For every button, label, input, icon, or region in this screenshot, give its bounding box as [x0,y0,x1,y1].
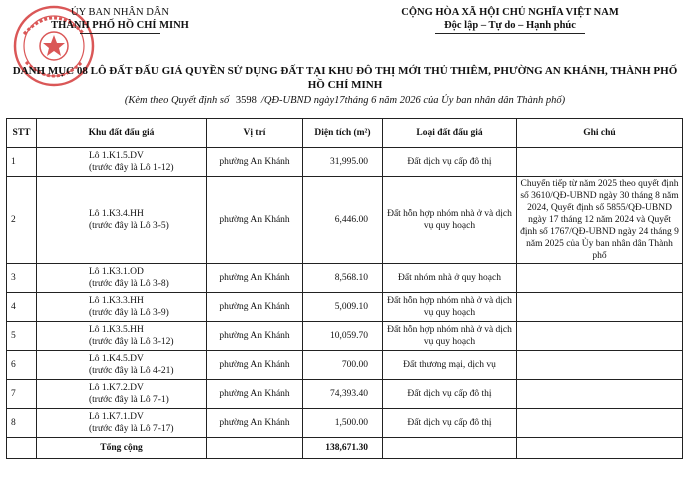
cell-loaidat: Đất dịch vụ cấp đô thị [383,409,517,438]
cell-vitri: phường An Khánh [207,148,303,177]
cell-dientich: 6,446.00 [303,177,383,264]
document-subtitle [10,94,680,107]
total-empty [7,438,37,459]
cell-dientich: 31,995.00 [303,148,383,177]
cell-dientich: 10,059.70 [303,322,383,351]
cell-dientich: 700.00 [303,351,383,380]
lot-code: Lô 1.K3.4.HH [89,209,144,219]
cell-stt: 4 [7,293,37,322]
lot-former: (trước đây là Lô 3-5) [89,221,169,231]
lot-code: Lô 1.K7.2.DV [89,383,144,393]
lot-former: (trước đây là Lô 7-1) [89,395,169,405]
table-row [7,148,683,177]
national-underline [435,33,585,34]
cell-ghichu-note: Chuyển tiếp từ năm 2025 theo quyết định số 3610/QĐ-UBND ngày 30 tháng 8 năm 2024, Quyết định số 5855/QĐ-UBND ngày 17 tháng 12 năm 2024 và Quyết định số 1767/QĐ-UBND ngày 24 tháng 9 năm 2025 của Ủy ban nhân dân Thành phố [517,177,683,264]
cell-ghichu [517,351,683,380]
header-ghichu: Ghi chú [517,119,683,148]
national-header [330,6,690,34]
lot-former: (trước đây là Lô 1-12) [89,163,174,173]
cell-loaidat: Đất hỗn hợp nhóm nhà ở và dịch vụ quy hoạch [383,322,517,351]
cell-dientich: 5,009.10 [303,293,383,322]
cell-stt: 6 [7,351,37,380]
table-row [7,351,683,380]
cell-ghichu [517,409,683,438]
lot-code: Lô 1.K1.5.DV [89,151,144,161]
header-stt: STT [7,119,37,148]
cell-vitri: phường An Khánh [207,293,303,322]
cell-khu [37,293,207,322]
cell-loaidat: Đất hỗn hợp nhóm nhà ở và dịch vụ quy hoạch [383,293,517,322]
header-loaidat: Loại đất đấu giá [383,119,517,148]
cell-stt: 7 [7,380,37,409]
table-row [7,380,683,409]
cell-khu [37,380,207,409]
header-dientich: Diện tích (m²) [303,119,383,148]
total-empty [383,438,517,459]
header-khu: Khu đất đấu giá [37,119,207,148]
cell-stt: 2 [7,177,37,264]
decision-day: 17 [334,95,345,106]
cell-ghichu [517,264,683,293]
cell-dientich: 8,568.10 [303,264,383,293]
table-row [7,177,683,264]
issuer-header [0,6,240,34]
cell-vitri: phường An Khánh [207,351,303,380]
national-motto-line1: CỘNG HÒA XÃ HỘI CHỦ NGHĨA VIỆT NAM [401,7,619,18]
lot-code: Lô 1.K3.5.HH [89,325,144,335]
lot-former: (trước đây là Lô 4-21) [89,366,174,376]
subtitle-suffix: tháng 6 năm 2026 của Ủy ban nhân dân Thành phố) [344,95,566,106]
lot-code: Lô 1.K3.1.OD [89,267,144,277]
cell-loaidat: Đất nhóm nhà ở quy hoạch [383,264,517,293]
issuer-underline [80,33,160,34]
cell-stt: 5 [7,322,37,351]
lot-code: Lô 1.K3.3.HH [89,296,144,306]
cell-loaidat: Đất hỗn hợp nhóm nhà ở và dịch vụ quy hoạch [383,177,517,264]
lot-former: (trước đây là Lô 3-12) [89,337,174,347]
cell-vitri: phường An Khánh [207,264,303,293]
subtitle-middle: /QĐ-UBND ngày [260,95,335,106]
cell-ghichu [517,293,683,322]
total-row [7,438,683,459]
cell-stt: 8 [7,409,37,438]
cell-stt: 3 [7,264,37,293]
cell-khu [37,322,207,351]
cell-loaidat: Đất dịch vụ cấp đô thị [383,148,517,177]
decision-number: 3598 [235,95,257,106]
lot-former: (trước đây là Lô 3-8) [89,279,169,289]
table-row [7,293,683,322]
cell-stt: 1 [7,148,37,177]
lot-code: Lô 1.K7.1.DV [89,412,144,422]
issuer-line1: ỦY BAN NHÂN DÂN [71,7,169,18]
table-row [7,409,683,438]
cell-khu [37,177,207,264]
cell-khu [37,409,207,438]
cell-loaidat: Đất thương mại, dịch vụ [383,351,517,380]
cell-khu [37,148,207,177]
cell-dientich: 74,393.40 [303,380,383,409]
cell-khu [37,351,207,380]
cell-dientich: 1,500.00 [303,409,383,438]
table-row [7,322,683,351]
cell-vitri: phường An Khánh [207,409,303,438]
table-header-row [7,119,683,148]
cell-vitri: phường An Khánh [207,322,303,351]
cell-khu [37,264,207,293]
issuer-line2: THÀNH PHỐ HỒ CHÍ MINH [51,20,189,31]
cell-ghichu [517,380,683,409]
national-motto-line2: Độc lập – Tự do – Hạnh phúc [444,20,576,31]
subtitle-prefix: (Kèm theo Quyết định số [124,95,230,106]
cell-vitri: phường An Khánh [207,380,303,409]
table-row [7,264,683,293]
lot-former: (trước đây là Lô 3-9) [89,308,169,318]
document-title: DANH MỤC 08 LÔ ĐẤT ĐẤU GIÁ QUYỀN SỬ DỤNG ĐẤT TẠI KHU ĐÔ THỊ MỚI THỦ THIÊM, PHƯỜNG AN KHÁNH, THÀNH PHỐ HỒ CHÍ MINH [12,65,678,91]
cell-loaidat: Đất dịch vụ cấp đô thị [383,380,517,409]
header-vitri: Vị trí [207,119,303,148]
lot-former: (trước đây là Lô 7-17) [89,424,174,434]
total-value: 138,671.30 [303,438,383,459]
total-label: Tổng cộng [37,438,207,459]
lot-code: Lô 1.K4.5.DV [89,354,144,364]
total-empty [207,438,303,459]
cell-vitri: phường An Khánh [207,177,303,264]
land-lot-table [6,118,683,459]
cell-ghichu [517,322,683,351]
cell-ghichu [517,148,683,177]
total-empty [517,438,683,459]
